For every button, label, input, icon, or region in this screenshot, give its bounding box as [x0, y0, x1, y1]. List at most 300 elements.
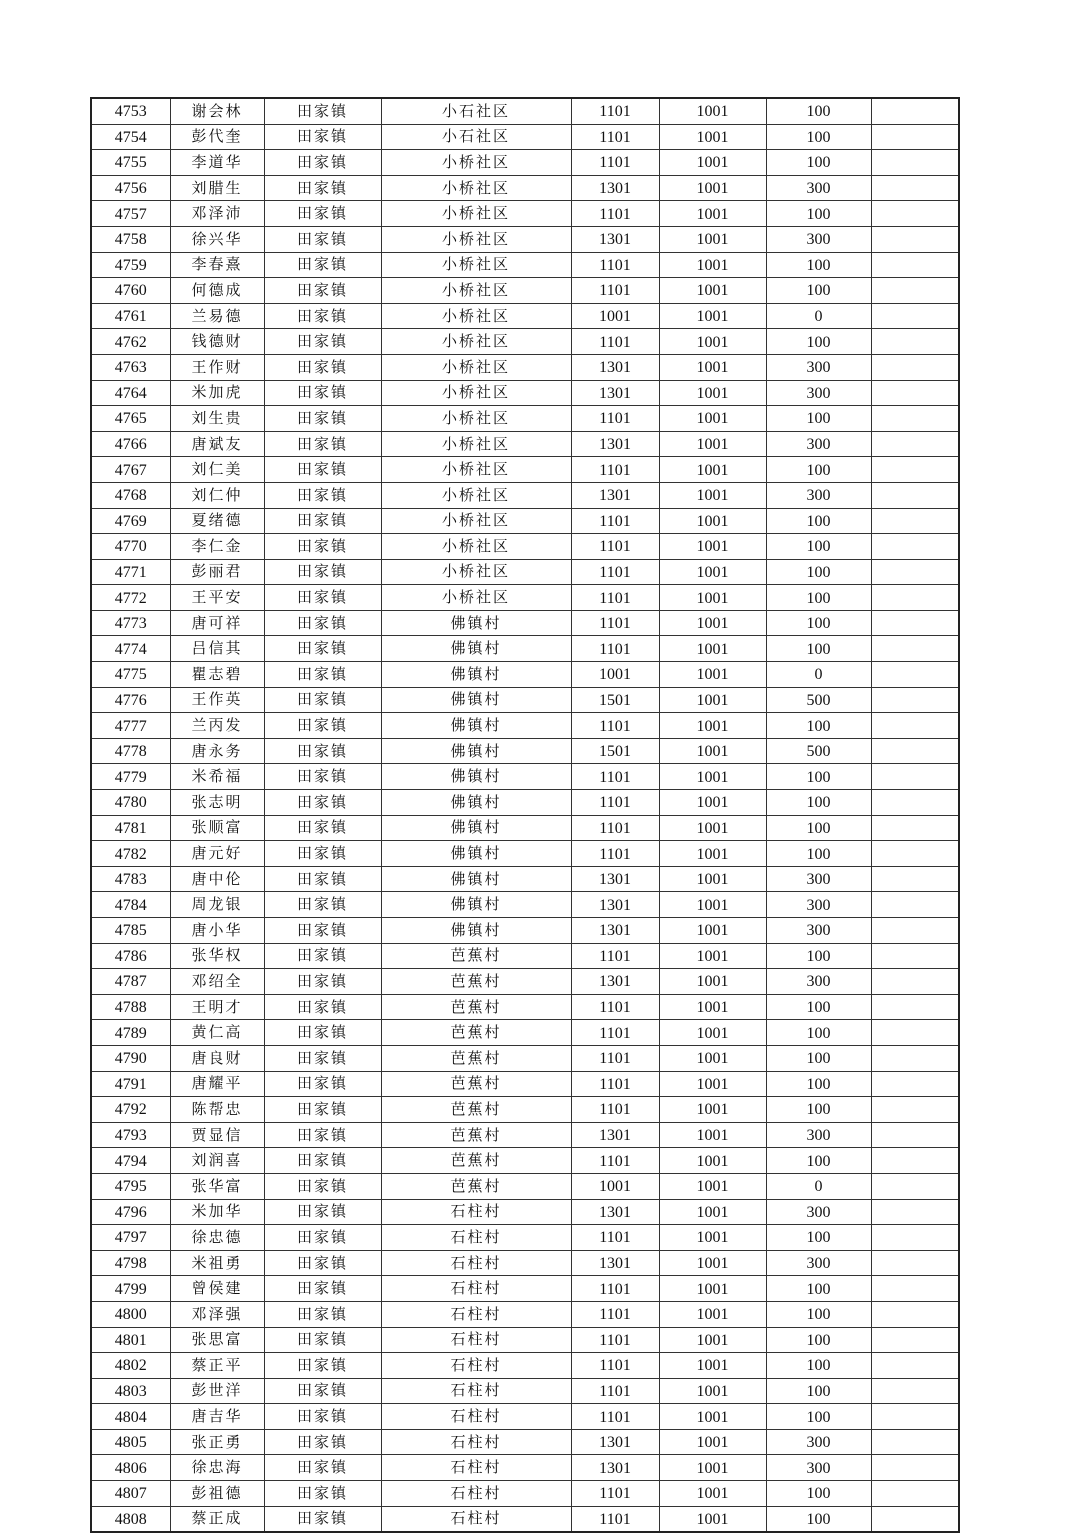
code-b-cell: 1001 [659, 98, 766, 124]
code-b-cell: 1001 [659, 1301, 766, 1327]
code-a-cell: 1101 [571, 1506, 659, 1532]
amount-cell: 100 [766, 713, 871, 739]
town-cell: 田家镇 [264, 431, 381, 457]
code-b-cell: 1001 [659, 1122, 766, 1148]
note-cell [871, 1429, 959, 1455]
name-cell: 唐良财 [170, 1045, 264, 1071]
note-cell [871, 1404, 959, 1430]
note-cell [871, 764, 959, 790]
village-cell: 石柱村 [381, 1225, 571, 1251]
code-b-cell: 1001 [659, 892, 766, 918]
amount-cell: 100 [766, 150, 871, 176]
code-a-cell: 1301 [571, 866, 659, 892]
village-cell: 石柱村 [381, 1276, 571, 1302]
code-a-cell: 1101 [571, 201, 659, 227]
id-cell: 4757 [91, 201, 170, 227]
code-b-cell: 1001 [659, 252, 766, 278]
table-row [91, 994, 959, 1020]
id-cell: 4795 [91, 1173, 170, 1199]
village-cell: 佛镇村 [381, 918, 571, 944]
code-a-cell: 1101 [571, 841, 659, 867]
village-cell: 石柱村 [381, 1327, 571, 1353]
note-cell [871, 354, 959, 380]
village-cell: 小桥社区 [381, 175, 571, 201]
table-row [91, 1199, 959, 1225]
name-cell: 邓绍全 [170, 969, 264, 995]
code-b-cell: 1001 [659, 1250, 766, 1276]
village-cell: 芭蕉村 [381, 1071, 571, 1097]
note-cell [871, 559, 959, 585]
name-cell: 王作财 [170, 354, 264, 380]
village-cell: 石柱村 [381, 1199, 571, 1225]
id-cell: 4801 [91, 1327, 170, 1353]
code-a-cell: 1101 [571, 1020, 659, 1046]
amount-cell: 100 [766, 406, 871, 432]
village-cell: 小桥社区 [381, 559, 571, 585]
name-cell: 何德成 [170, 278, 264, 304]
code-a-cell: 1101 [571, 252, 659, 278]
id-cell: 4780 [91, 790, 170, 816]
code-a-cell: 1301 [571, 1429, 659, 1455]
note-cell [871, 1020, 959, 1046]
table-row [91, 1506, 959, 1532]
amount-cell: 300 [766, 1429, 871, 1455]
table-row [91, 329, 959, 355]
code-b-cell: 1001 [659, 482, 766, 508]
table-row [91, 1020, 959, 1046]
code-b-cell: 1001 [659, 1353, 766, 1379]
id-cell: 4764 [91, 380, 170, 406]
code-a-cell: 1301 [571, 969, 659, 995]
town-cell: 田家镇 [264, 406, 381, 432]
village-cell: 佛镇村 [381, 764, 571, 790]
id-cell: 4776 [91, 687, 170, 713]
town-cell: 田家镇 [264, 1020, 381, 1046]
town-cell: 田家镇 [264, 124, 381, 150]
town-cell: 田家镇 [264, 1429, 381, 1455]
code-a-cell: 1101 [571, 1071, 659, 1097]
name-cell: 米祖勇 [170, 1250, 264, 1276]
table-row [91, 892, 959, 918]
amount-cell: 300 [766, 1122, 871, 1148]
note-cell [871, 610, 959, 636]
town-cell: 田家镇 [264, 1481, 381, 1507]
id-cell: 4772 [91, 585, 170, 611]
town-cell: 田家镇 [264, 636, 381, 662]
town-cell: 田家镇 [264, 1276, 381, 1302]
note-cell [871, 1378, 959, 1404]
name-cell: 唐耀平 [170, 1071, 264, 1097]
note-cell [871, 1353, 959, 1379]
amount-cell: 0 [766, 1173, 871, 1199]
note-cell [871, 1276, 959, 1302]
note-cell [871, 892, 959, 918]
village-cell: 小桥社区 [381, 508, 571, 534]
name-cell: 黄仁高 [170, 1020, 264, 1046]
name-cell: 陈帮忠 [170, 1097, 264, 1123]
village-cell: 芭蕉村 [381, 994, 571, 1020]
note-cell [871, 482, 959, 508]
name-cell: 唐元好 [170, 841, 264, 867]
village-cell: 小桥社区 [381, 303, 571, 329]
amount-cell: 100 [766, 329, 871, 355]
village-cell: 石柱村 [381, 1250, 571, 1276]
id-cell: 4753 [91, 98, 170, 124]
code-a-cell: 1501 [571, 738, 659, 764]
code-a-cell: 1101 [571, 98, 659, 124]
name-cell: 周龙银 [170, 892, 264, 918]
table-row [91, 1097, 959, 1123]
note-cell [871, 303, 959, 329]
town-cell: 田家镇 [264, 918, 381, 944]
note-cell [871, 866, 959, 892]
village-cell: 佛镇村 [381, 687, 571, 713]
name-cell: 彭丽君 [170, 559, 264, 585]
id-cell: 4769 [91, 508, 170, 534]
amount-cell: 300 [766, 380, 871, 406]
note-cell [871, 1122, 959, 1148]
id-cell: 4779 [91, 764, 170, 790]
code-a-cell: 1101 [571, 329, 659, 355]
table-row [91, 918, 959, 944]
name-cell: 张华权 [170, 943, 264, 969]
amount-cell: 100 [766, 841, 871, 867]
id-cell: 4768 [91, 482, 170, 508]
code-b-cell: 1001 [659, 1199, 766, 1225]
code-b-cell: 1001 [659, 1455, 766, 1481]
code-b-cell: 1001 [659, 380, 766, 406]
code-a-cell: 1101 [571, 457, 659, 483]
code-b-cell: 1001 [659, 226, 766, 252]
amount-cell: 300 [766, 1455, 871, 1481]
table-row [91, 457, 959, 483]
note-cell [871, 508, 959, 534]
town-cell: 田家镇 [264, 303, 381, 329]
town-cell: 田家镇 [264, 175, 381, 201]
town-cell: 田家镇 [264, 1225, 381, 1251]
note-cell [871, 175, 959, 201]
village-cell: 小桥社区 [381, 354, 571, 380]
id-cell: 4756 [91, 175, 170, 201]
note-cell [871, 98, 959, 124]
village-cell: 小桥社区 [381, 482, 571, 508]
amount-cell: 300 [766, 918, 871, 944]
code-a-cell: 1101 [571, 1481, 659, 1507]
note-cell [871, 1071, 959, 1097]
village-cell: 芭蕉村 [381, 1045, 571, 1071]
code-a-cell: 1101 [571, 636, 659, 662]
name-cell: 瞿志碧 [170, 662, 264, 688]
name-cell: 唐中伦 [170, 866, 264, 892]
code-a-cell: 1101 [571, 1276, 659, 1302]
note-cell [871, 918, 959, 944]
amount-cell: 100 [766, 1276, 871, 1302]
town-cell: 田家镇 [264, 1506, 381, 1532]
town-cell: 田家镇 [264, 1071, 381, 1097]
town-cell: 田家镇 [264, 1455, 381, 1481]
table-row [91, 662, 959, 688]
code-a-cell: 1301 [571, 431, 659, 457]
table-row [91, 764, 959, 790]
amount-cell: 300 [766, 1250, 871, 1276]
village-cell: 佛镇村 [381, 662, 571, 688]
name-cell: 彭世洋 [170, 1378, 264, 1404]
town-cell: 田家镇 [264, 201, 381, 227]
village-cell: 小石社区 [381, 98, 571, 124]
id-cell: 4774 [91, 636, 170, 662]
table-row [91, 1455, 959, 1481]
amount-cell: 100 [766, 1225, 871, 1251]
village-cell: 石柱村 [381, 1353, 571, 1379]
village-cell: 芭蕉村 [381, 1173, 571, 1199]
id-cell: 4761 [91, 303, 170, 329]
table-row [91, 1225, 959, 1251]
town-cell: 田家镇 [264, 457, 381, 483]
name-cell: 谢会林 [170, 98, 264, 124]
amount-cell: 300 [766, 175, 871, 201]
name-cell: 曾侯建 [170, 1276, 264, 1302]
amount-cell: 300 [766, 482, 871, 508]
town-cell: 田家镇 [264, 815, 381, 841]
village-cell: 小桥社区 [381, 380, 571, 406]
note-cell [871, 1225, 959, 1251]
code-b-cell: 1001 [659, 559, 766, 585]
amount-cell: 500 [766, 738, 871, 764]
note-cell [871, 1481, 959, 1507]
code-b-cell: 1001 [659, 1404, 766, 1430]
name-cell: 张华富 [170, 1173, 264, 1199]
name-cell: 唐可祥 [170, 610, 264, 636]
village-cell: 小桥社区 [381, 534, 571, 560]
code-b-cell: 1001 [659, 406, 766, 432]
code-b-cell: 1001 [659, 943, 766, 969]
table-row [91, 175, 959, 201]
village-cell: 小桥社区 [381, 150, 571, 176]
name-cell: 刘润喜 [170, 1148, 264, 1174]
name-cell: 李道华 [170, 150, 264, 176]
town-cell: 田家镇 [264, 610, 381, 636]
code-b-cell: 1001 [659, 994, 766, 1020]
amount-cell: 100 [766, 1378, 871, 1404]
code-b-cell: 1001 [659, 969, 766, 995]
town-cell: 田家镇 [264, 559, 381, 585]
id-cell: 4796 [91, 1199, 170, 1225]
village-cell: 石柱村 [381, 1429, 571, 1455]
amount-cell: 500 [766, 687, 871, 713]
amount-cell: 100 [766, 1045, 871, 1071]
table-row [91, 585, 959, 611]
note-cell [871, 1250, 959, 1276]
code-a-cell: 1101 [571, 278, 659, 304]
code-a-cell: 1301 [571, 380, 659, 406]
amount-cell: 100 [766, 1301, 871, 1327]
code-b-cell: 1001 [659, 508, 766, 534]
code-b-cell: 1001 [659, 764, 766, 790]
village-cell: 石柱村 [381, 1404, 571, 1430]
code-a-cell: 1101 [571, 713, 659, 739]
note-cell [871, 534, 959, 560]
note-cell [871, 252, 959, 278]
village-cell: 佛镇村 [381, 790, 571, 816]
code-a-cell: 1101 [571, 994, 659, 1020]
code-a-cell: 1301 [571, 892, 659, 918]
code-a-cell: 1301 [571, 175, 659, 201]
note-cell [871, 687, 959, 713]
name-cell: 唐永务 [170, 738, 264, 764]
town-cell: 田家镇 [264, 764, 381, 790]
id-cell: 4792 [91, 1097, 170, 1123]
amount-cell: 100 [766, 943, 871, 969]
table-row [91, 508, 959, 534]
town-cell: 田家镇 [264, 1353, 381, 1379]
code-a-cell: 1101 [571, 124, 659, 150]
id-cell: 4782 [91, 841, 170, 867]
note-cell [871, 201, 959, 227]
village-cell: 小桥社区 [381, 431, 571, 457]
note-cell [871, 1327, 959, 1353]
note-cell [871, 329, 959, 355]
village-cell: 小石社区 [381, 124, 571, 150]
id-cell: 4781 [91, 815, 170, 841]
town-cell: 田家镇 [264, 278, 381, 304]
code-a-cell: 1301 [571, 918, 659, 944]
village-cell: 芭蕉村 [381, 1097, 571, 1123]
code-a-cell: 1101 [571, 1097, 659, 1123]
code-b-cell: 1001 [659, 329, 766, 355]
table-row [91, 559, 959, 585]
name-cell: 徐忠海 [170, 1455, 264, 1481]
code-b-cell: 1001 [659, 457, 766, 483]
note-cell [871, 790, 959, 816]
name-cell: 夏绪德 [170, 508, 264, 534]
table-row [91, 1276, 959, 1302]
code-b-cell: 1001 [659, 354, 766, 380]
code-a-cell: 1101 [571, 815, 659, 841]
amount-cell: 300 [766, 354, 871, 380]
code-a-cell: 1101 [571, 1353, 659, 1379]
id-cell: 4766 [91, 431, 170, 457]
table-row [91, 1122, 959, 1148]
code-b-cell: 1001 [659, 1020, 766, 1046]
town-cell: 田家镇 [264, 1097, 381, 1123]
amount-cell: 100 [766, 1404, 871, 1430]
village-cell: 佛镇村 [381, 610, 571, 636]
code-b-cell: 1001 [659, 534, 766, 560]
id-cell: 4775 [91, 662, 170, 688]
name-cell: 唐吉华 [170, 1404, 264, 1430]
name-cell: 刘仁美 [170, 457, 264, 483]
amount-cell: 100 [766, 994, 871, 1020]
code-b-cell: 1001 [659, 1327, 766, 1353]
name-cell: 蔡正成 [170, 1506, 264, 1532]
village-cell: 小桥社区 [381, 406, 571, 432]
village-cell: 小桥社区 [381, 252, 571, 278]
town-cell: 田家镇 [264, 585, 381, 611]
town-cell: 田家镇 [264, 994, 381, 1020]
id-cell: 4800 [91, 1301, 170, 1327]
village-cell: 佛镇村 [381, 713, 571, 739]
note-cell [871, 431, 959, 457]
amount-cell: 100 [766, 457, 871, 483]
name-cell: 张正勇 [170, 1429, 264, 1455]
amount-cell: 100 [766, 1353, 871, 1379]
table-row [91, 226, 959, 252]
name-cell: 张志明 [170, 790, 264, 816]
village-cell: 石柱村 [381, 1481, 571, 1507]
name-cell: 兰丙发 [170, 713, 264, 739]
id-cell: 4777 [91, 713, 170, 739]
town-cell: 田家镇 [264, 534, 381, 560]
id-cell: 4784 [91, 892, 170, 918]
name-cell: 蔡正平 [170, 1353, 264, 1379]
code-b-cell: 1001 [659, 124, 766, 150]
code-b-cell: 1001 [659, 1378, 766, 1404]
note-cell [871, 969, 959, 995]
table-row [91, 252, 959, 278]
code-b-cell: 1001 [659, 150, 766, 176]
table-row [91, 1071, 959, 1097]
town-cell: 田家镇 [264, 1327, 381, 1353]
code-b-cell: 1001 [659, 738, 766, 764]
id-cell: 4767 [91, 457, 170, 483]
note-cell [871, 150, 959, 176]
table-row [91, 815, 959, 841]
table-row [91, 1404, 959, 1430]
town-cell: 田家镇 [264, 482, 381, 508]
note-cell [871, 1506, 959, 1532]
town-cell: 田家镇 [264, 687, 381, 713]
code-a-cell: 1301 [571, 1455, 659, 1481]
name-cell: 徐忠德 [170, 1225, 264, 1251]
table-row [91, 1301, 959, 1327]
table-row [91, 1378, 959, 1404]
town-cell: 田家镇 [264, 892, 381, 918]
code-b-cell: 1001 [659, 841, 766, 867]
village-cell: 石柱村 [381, 1301, 571, 1327]
name-cell: 李仁金 [170, 534, 264, 560]
name-cell: 徐兴华 [170, 226, 264, 252]
name-cell: 张思富 [170, 1327, 264, 1353]
code-b-cell: 1001 [659, 1481, 766, 1507]
id-cell: 4765 [91, 406, 170, 432]
code-b-cell: 1001 [659, 1506, 766, 1532]
code-b-cell: 1001 [659, 790, 766, 816]
code-a-cell: 1101 [571, 764, 659, 790]
id-cell: 4798 [91, 1250, 170, 1276]
code-a-cell: 1301 [571, 1250, 659, 1276]
code-b-cell: 1001 [659, 1429, 766, 1455]
code-a-cell: 1301 [571, 226, 659, 252]
id-cell: 4755 [91, 150, 170, 176]
town-cell: 田家镇 [264, 790, 381, 816]
town-cell: 田家镇 [264, 508, 381, 534]
id-cell: 4787 [91, 969, 170, 995]
code-b-cell: 1001 [659, 1173, 766, 1199]
code-b-cell: 1001 [659, 1225, 766, 1251]
code-b-cell: 1001 [659, 431, 766, 457]
table-row [91, 534, 959, 560]
id-cell: 4760 [91, 278, 170, 304]
code-b-cell: 1001 [659, 918, 766, 944]
table-row [91, 636, 959, 662]
table-row [91, 943, 959, 969]
town-cell: 田家镇 [264, 98, 381, 124]
note-cell [871, 1173, 959, 1199]
id-cell: 4770 [91, 534, 170, 560]
name-cell: 刘腊生 [170, 175, 264, 201]
table-row [91, 354, 959, 380]
id-cell: 4789 [91, 1020, 170, 1046]
